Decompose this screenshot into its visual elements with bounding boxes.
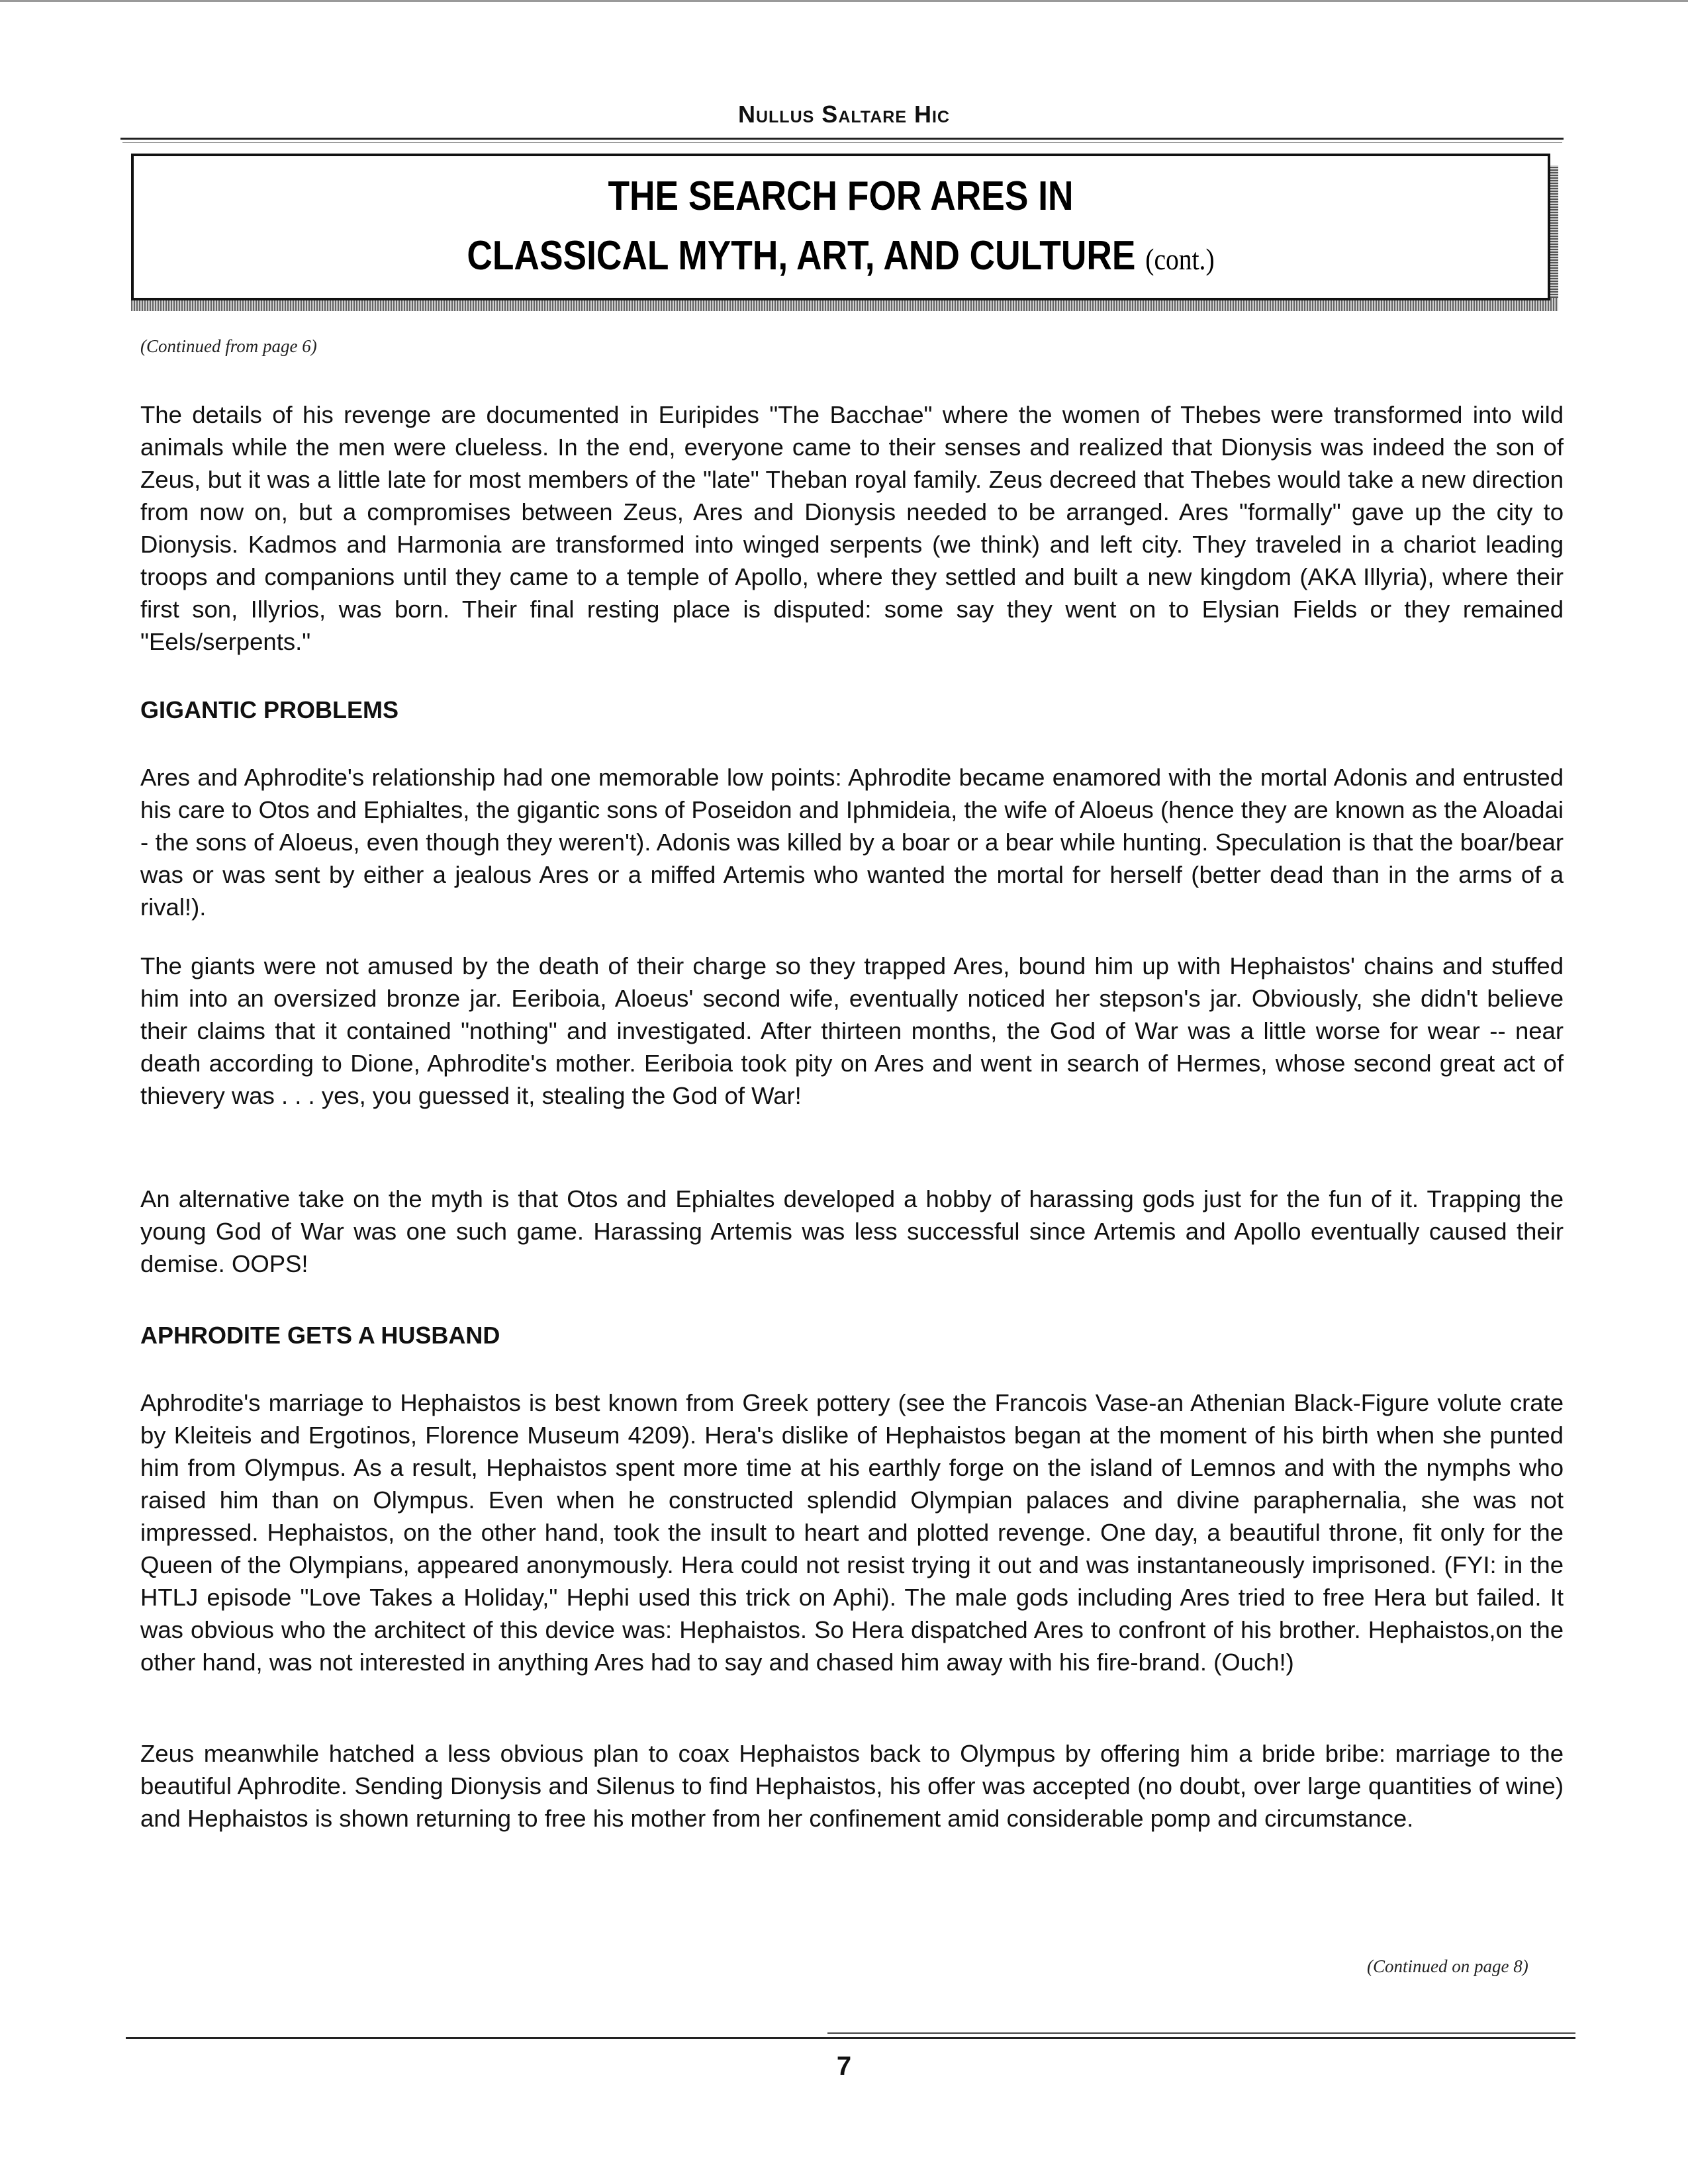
article-title-box (131, 154, 1550, 300)
paragraph: The details of his revenge are documented in Euripides "The Bacchae" where the women of Thebes were transformed into wild animals while the men were clueless. In the end, everyone came to their senses and realized that Dionysis was indeed the son of Zeus, but it was a little late for most members of the "late" Theban royal family. Zeus decreed that Thebes would take a new direction from now on, but a compromises between Zeus, Ares and Dionysis needed to be arranged. Ares "formally" gave up the city to Dionysis. Kadmos and Harmonia are transformed into winged serpents (we think) and left city. They traveled in a chariot leading troops and companions until they came to a temple of Apollo, where they settled and built a new kingdom (AKA Illyria), where their first son, Illyrios, was born. Their final resting place is disputed: some say they went on to Elysian Fields or they remained "Eels/serpents." (140, 401, 1564, 655)
section-heading: GIGANTIC PROBLEMS (140, 696, 399, 723)
continued-on-note: (Continued on page 8) (1367, 1956, 1528, 1976)
footer-rule-thin (827, 2032, 1575, 2034)
scan-edge (0, 0, 1688, 2)
running-header: Nullus Saltare Hic (737, 101, 950, 128)
paragraph: Aphrodite's marriage to Hephaistos is best known from Greek pottery (see the Francois Vase-an Athenian Black-Figure volute crate by Kleiteis and Ergotinos, Florence Museum 4209). Hera's dislike of Hephaistos began at the moment of his birth when she punted him from Olympus. As a result, Hephaistos spent more time at his earthly forge on the island of Lemnos and with the nymphs who raised him than on Olympus. Even when he constructed splendid Olympian palaces and divine paraphernalia, she was not impressed. Hephaistos, on the other hand, took the insult to heart and plotted revenge. One day, a beautiful throne, fit only for the Queen of the Olympians, appeared anonymously. Hera could not resist trying it out and was instantaneously imprisoned. (FYI: in the HTLJ episode "Love Takes a Holiday," Hephi used this trick on Aphi). The male gods including Ares tried to free Hera but failed. It was obvious who the architect of this device was: Hephaistos. So Hera dispatched Ares to confront of his brother. Hephaistos,on the other hand, was not interested in anything Ares had to say and chased him away with his fire-brand. (Ouch!) (140, 1389, 1564, 1676)
article-title-text: CLASSICAL MYTH, ART, AND CULTURE (467, 233, 1136, 279)
article-title-line-2 (233, 232, 1449, 279)
section-heading: APHRODITE GETS A HUSBAND (140, 1322, 500, 1349)
title-continued-tag: (cont.) (1145, 242, 1215, 276)
continued-from-note: (Continued from page 6) (140, 336, 317, 356)
paragraph: An alternative take on the myth is that Otos and Ephialtes developed a hobby of harassing gods just for the fun of it. Trapping the young God of War was one such game. Harassing Artemis was less successful since Artemis and Apollo eventually caused their demise. OOPS! (140, 1185, 1564, 1277)
page-number: 7 (836, 2052, 852, 2081)
paragraph: Zeus meanwhile hatched a less obvious plan to coax Hephaistos back to Olympus by offering him a bride bribe: marriage to the beautiful Aphrodite. Sending Dionysis and Silenus to find Hephaistos, his offer was accepted (no doubt, over large quantities of wine) and Hephaistos is shown returning to free his mother from her confinement amid considerable pomp and circumstance. (140, 1740, 1564, 1832)
header-rule (120, 138, 1564, 140)
paragraph: The giants were not amused by the death of their charge so they trapped Ares, bound him up with Hephaistos' chains and stuffed him into an oversized bronze jar. Eeriboia, Aloeus' second wife, eventually noticed her stepson's jar. Obviously, she didn't believe their claims that it contained "nothing" and investigated. After thirteen months, the God of War was a little worse for wear -- near death according to Dione, Aphrodite's mother. Eeriboia took pity on Ares and went in search of Hermes, whose second great act of thievery was . . . yes, you guessed it, stealing the God of War! (140, 952, 1564, 1109)
article-title-line-1: THE SEARCH FOR ARES IN (608, 173, 1074, 219)
header-rule-thin (122, 142, 1562, 143)
footer-rule (126, 2037, 1575, 2039)
paragraph: Ares and Aphrodite's relationship had one memorable low points: Aphrodite became enamored with the mortal Adonis and entrusted his care to Otos and Ephialtes, the gigantic sons of Poseidon and Iphmideia, the wife of Aloeus (hence they are known as the Aloadai - the sons of Aloeus, even though they weren't). Adonis was killed by a boar or a bear while hunting. Speculation is that the boar/bear was or was sent by either a jealous Ares or a miffed Artemis who wanted the mortal for herself (better dead than in the arms of a rival!). (140, 764, 1564, 921)
